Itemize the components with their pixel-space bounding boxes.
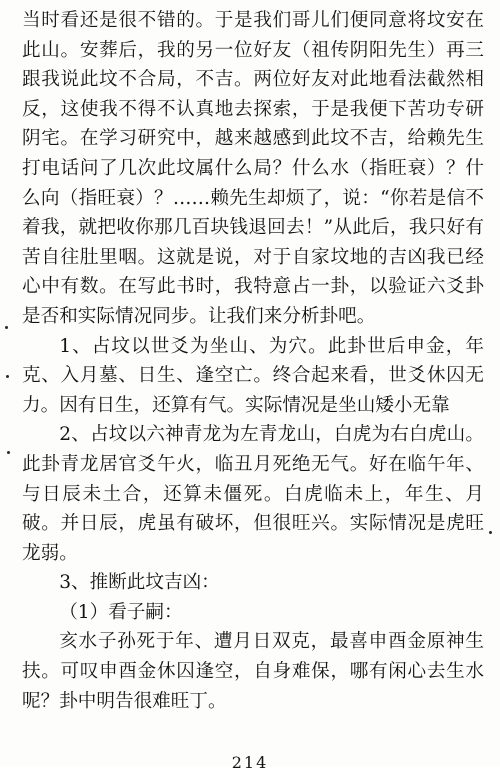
body-text	[22, 6, 484, 716]
paragraph-point-2-dragon-tiger: 2、占坟以六神青龙为左青龙山，白虎为右白虎山。此卦青龙居官爻午火，临丑月死绝无气。好在临午年、与日辰未土合，还算未僵死。白虎临未上，年生、月破。并日辰，虎虽有破坏，但很旺兴。实际情况是虎旺龙弱。	[22, 424, 484, 564]
paragraph-offspring-analysis: 亥水子孙死于年、遭月日双克，最喜申酉金原神生扶。可叹申酉金休囚逢空，自身难保，哪有闲心去生水呢？卦中明告很难旺丁。	[22, 631, 484, 712]
scan-speck	[489, 531, 492, 534]
scan-speck	[6, 375, 9, 378]
paragraph-subheading-offspring: （1）看子嗣：	[59, 601, 183, 623]
page-number: 214	[231, 753, 269, 772]
paragraph-point-3-heading: 3、推断此坟吉凶：	[59, 572, 220, 594]
scan-speck	[7, 451, 10, 454]
scan-speck	[5, 326, 8, 329]
paragraph-burial-story: 当时看还是很不错的。于是我们哥儿们便同意将坟安在此山。安葬后，我的另一位好友（祖传阴阳先生）再三跟我说此坟不合局，不吉。两位好友对此地看法截然相反，这使我不得不认真地去探索，于是我便下苦功专研阴宅。在学习研究中，越来越感到此坟不吉，给赖先生打电话问了几次此坟属什么局？什么水（指旺衰）？什么向（指旺衰）？……赖先生却烦了，说：“你若是信不着我，就把收你那几百块钱退回去！”从此后，我只好有苦自往肚里咽。这就是说，对于自家坟地的吉凶我已经心中有数。在写此书时，我特意占一卦，以验证六爻卦是否和实际情况同步。让我们来分析卦吧。	[22, 10, 484, 327]
paragraph-point-1-world-line: 1、占坟以世爻为坐山、为穴。此卦世后申金，年克、入月墓、日生、逢空亡。终合起来看，世爻休囚无力。因有日生，还算有气。实际情况是坐山矮小无靠	[22, 335, 484, 416]
